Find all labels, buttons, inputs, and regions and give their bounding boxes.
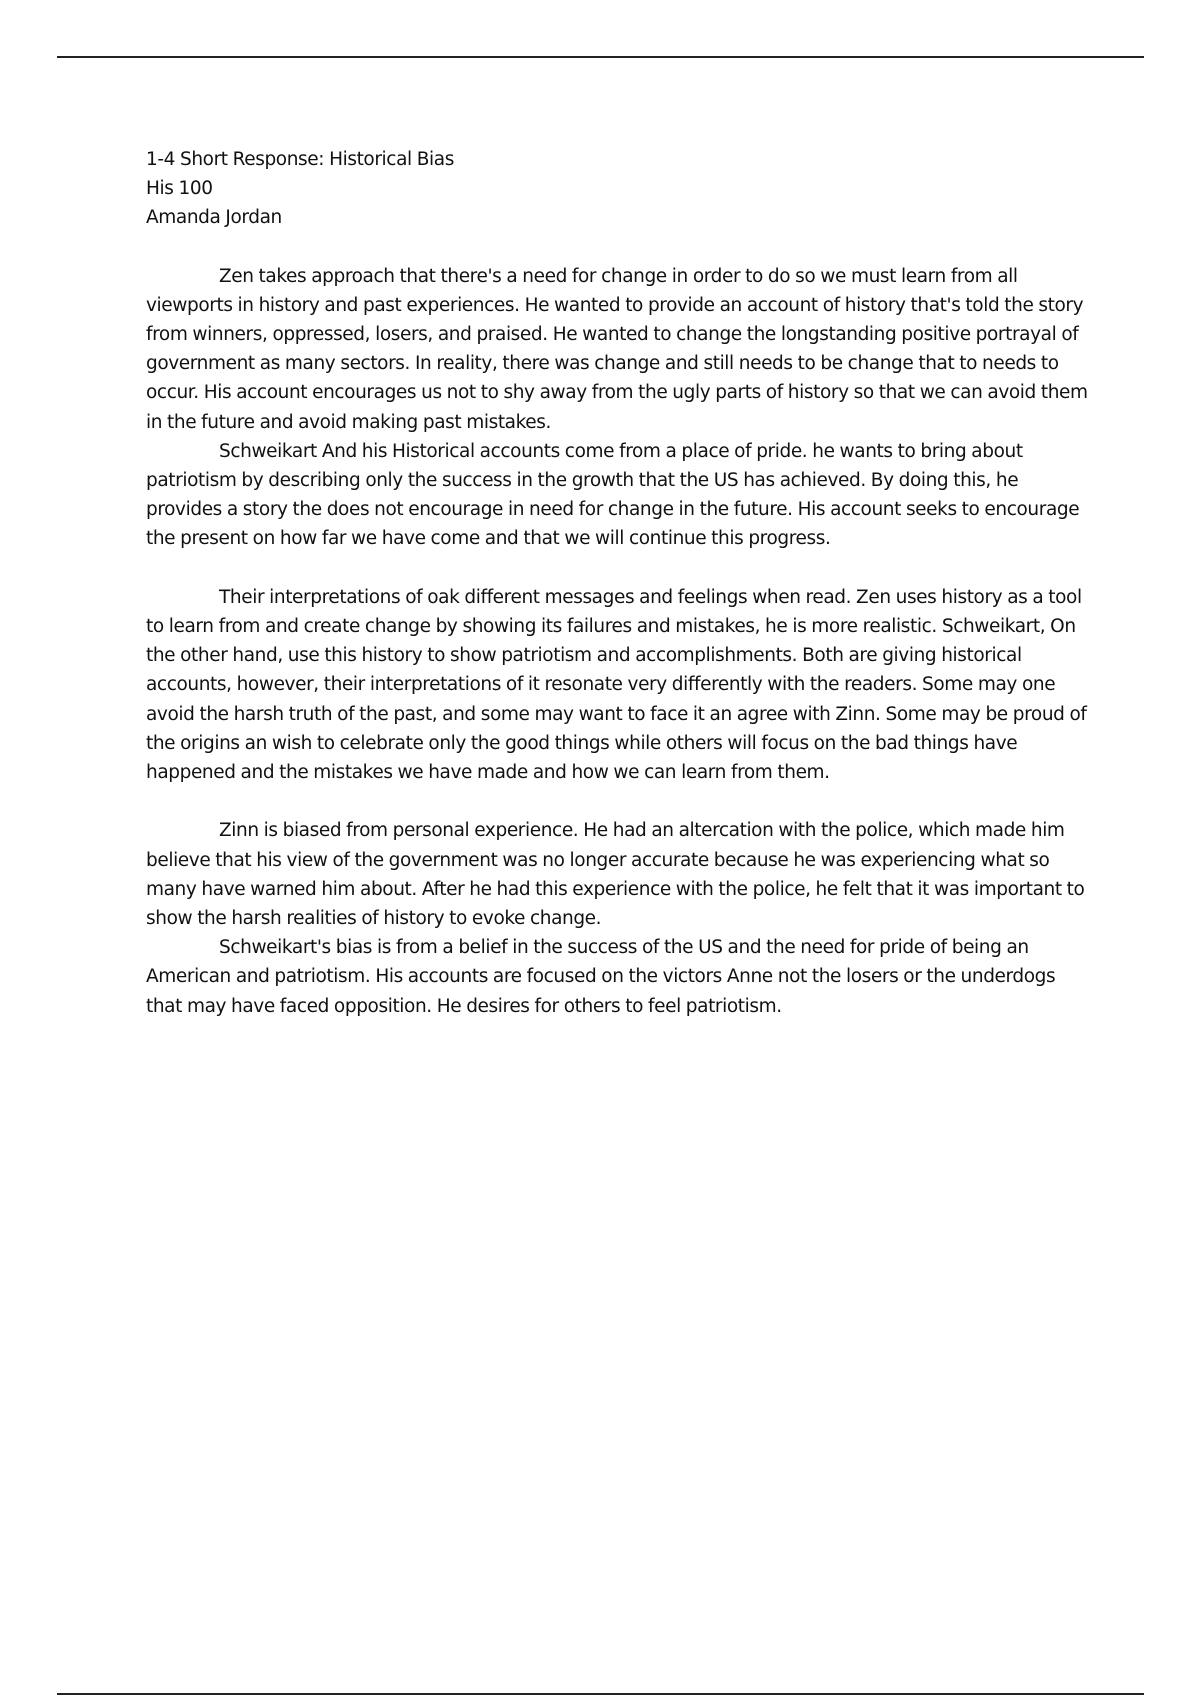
section-interpretations <box>146 583 1091 787</box>
paragraph: Their interpretations of oak different messages and feelings when read. Zen uses history as a tool to learn from and create change by showing its failures and mistakes, he is more realistic. Schweikart, On the other hand, use this history to show patriotism and accomplishments. Both are giving historical accounts, however, their interpretations of it resonate very differently with the readers. Some may one avoid the harsh truth of the past, and some may want to face it an agree with Zinn. Some may be proud of the origins an wish to celebrate only the good things while others will focus on the bad things have happened and the mistakes we have made and how we can learn from them. <box>146 586 1087 784</box>
document-body <box>146 145 1091 1021</box>
assignment-title: 1-4 Short Response: Historical Bias <box>146 149 454 170</box>
author-name: Amanda Jordan <box>146 207 282 229</box>
section-zinn-vs-schweikart-approach <box>146 262 1091 554</box>
paragraph-spacer <box>146 554 1091 583</box>
paragraph-spacer <box>146 787 1091 816</box>
top-border-rule <box>57 56 1144 58</box>
paragraph: Zinn is biased from personal experience. He had an altercation with the police, which made him believe that his view of the government was no longer accurate because he was experiencing what so many have warned him about. After he had this experience with the police, he felt that it was important to show the harsh realities of history to evoke change. <box>146 820 1085 930</box>
bottom-border-rule <box>57 1693 1144 1695</box>
section-biases <box>146 816 1091 1020</box>
paragraph: Schweikart And his Historical accounts come from a place of pride. he wants to bring about patriotism by describing only the success in the growth that the US has achieved. By doing this, he provides a story the does not encourage in need for change in the future. His account seeks to encourage the present on how far we have come and that we will continue this progress. <box>146 440 1080 550</box>
course-code: His 100 <box>146 178 213 200</box>
paragraph: Schweikart's bias is from a belief in the success of the US and the need for pride of being an American and patriotism. His accounts are focused on the victors Anne not the losers or the underdogs that may have faced opposition. He desires for others to feel patriotism. <box>146 937 1056 1017</box>
document-header <box>146 145 1091 233</box>
paragraph: Zen takes approach that there's a need for change in order to do so we must learn from all viewports in history and past experiences. He wanted to provide an account of history that's told the story from winners, oppressed, losers, and praised. He wanted to change the longstanding positive portrayal of government as many sectors. In reality, there was change and still needs to be change that to needs to occur. His account encourages us not to shy away from the ugly parts of history so that we can avoid them in the future and avoid making past mistakes. <box>146 265 1088 433</box>
